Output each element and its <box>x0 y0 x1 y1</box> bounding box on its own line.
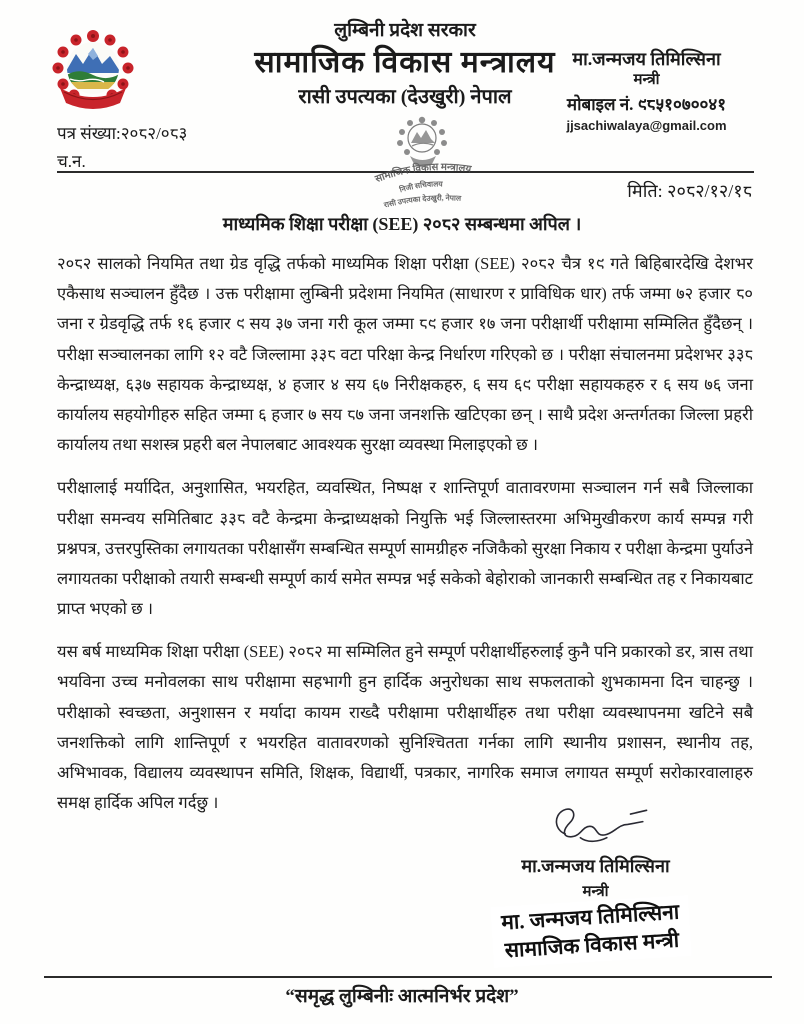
footer-divider <box>44 976 772 978</box>
stamp-line-1: मा. जन्मजय तिमिल्सिना <box>500 899 680 935</box>
nepal-government-emblem-icon <box>48 26 138 116</box>
stamp-line-2: सामाजिक विकास मन्त्री <box>504 928 680 963</box>
body-paragraph-3: यस बर्ष माध्यमिक शिक्षा परीक्षा (SEE) २०८२ मा सम्मिलित हुने सम्पूर्ण परीक्षार्थीहरुलाई कुनै पनि प्रकारको डर, त्रास तथा भयविना उच्च मनोवलका साथ परीक्षामा सहभागी हुन हार्दिक अनुरोधका साथ सफलताको शुभकामना दिन चाहन्छु । परीक्षाको स्वच्छता, अनुशासन र मर्यादा कायम राख्दै परीक्षामा परीक्षार्थीहरु तथा परीक्षा व्यवस्थापनमा खटिने सबै जनशक्तिको लागि शान्तिपूर्ण र भयरहित वातावरणको सुनिश्चितता गर्नका लागि स्थानीय प्रशासन, स्थानीय तह, अभिभावक, विद्यालय व्यवस्थापन समिति, शिक्षक, विद्यार्थी, पत्रकार, नागरिक समाज लगायत सम्पूर्ण सरोकारवालाहरु समक्ष हार्दिक अपिल गर्दछु । <box>57 642 753 813</box>
seal-line1: सामाजिक विकास मन्त्रालय <box>373 161 472 186</box>
ministry-seal-stamp <box>358 112 486 220</box>
body-paragraph-2: परीक्षालाई मर्यादित, अनुशासित, भयरहित, व्यवस्थित, निष्पक्ष र शान्तिपूर्ण वातावरणमा सञ्चालन गर्न सबै जिल्लाका परीक्षा समन्वय समितिबाट ३३८ वटै केन्द्रमा केन्द्राध्यक्षको नियुक्ति भई जिल्लास्तरमा अभिमुखीकरण कार्य सम्पन्न गरी प्रश्नपत्र, उत्तरपुस्तिका लगायतका परीक्षासँग सम्बन्धित सम्पूर्ण सामग्रीहरु नजिकैको सुरक्षा निकाय र परीक्षा केन्द्रमा पुर्याउने लगायतका परीक्षाको तयारी सम्बन्धी सम्पूर्ण कार्य समेत सम्पन्न भई सकेको बेहोराको जानकारी सम्बन्धित तह र निकायबाट प्राप्त भएको छ । <box>57 478 753 619</box>
body-paragraph-1: २०८२ सालको नियमित तथा ग्रेड वृद्धि तर्फको माध्यमिक शिक्षा परीक्षा (SEE) २०८२ चैत्र १९ गते बिहिबारदेखि देशभर एकैसाथ सञ्चालन हुँदैछ । उक्त परीक्षामा लुम्बिनी प्रदेशमा नियमित (साधारण र प्राविधिक धार) तर्फ जम्मा ७२ हजार ८० जना र ग्रेडवृद्धि तर्फ १६ हजार ९ सय ३७ जना गरी कूल जम्मा ८९ हजार १७ जना परीक्षार्थी परीक्षामा सम्मिलित हुँदैछन् । परीक्षा सञ्चालनका लागि १२ वटै जिल्लामा ३३८ वटा परिक्षा केन्द्र निर्धारण गरिएको छ । परीक्षा संचालनमा प्रदेशभर ३३८ केन्द्राध्यक्ष, ६३७ सहायक केन्द्राध्यक्ष, ४ हजार ४ सय ६७ निरीक्षकहरु, ६ सय ६९ परीक्षा सहायकहरु र ६ सय ७६ जना कार्यालय सहयोगीहरु सहित जम्मा ६ हजार ७ सय ८७ जना जनशक्ति खटिएका छन् । साथै प्रदेश अन्तर्गतका जिल्ला प्रहरी कार्यालय तथा सशस्त्र प्रहरी बल नेपालबाट आवश्यक सुरक्षा व्यवस्था मिलाइएको छ । <box>57 254 753 455</box>
svg-text:निजी सचिवालय <box>397 179 443 194</box>
minister-name: मा.जन्मजय तिमिल्सिना <box>572 49 721 69</box>
minister-title: मन्त्री <box>633 72 660 89</box>
letter-number: पत्र संख्या:२०८२/०८३ <box>57 124 188 143</box>
signatory-title: मन्त्री <box>582 884 609 900</box>
subject-line: माध्यमिक शिक्षा परीक्षा (SEE) २०८२ सम्बन्धमा अपिल । <box>222 214 582 234</box>
ministry-location: रासी उपत्यका (देउखुरी) नेपाल <box>298 86 512 109</box>
letter-date: मिति: २०८२/१२/१८ <box>627 181 752 201</box>
svg-text:रासी उपत्यका देउखुरी, नेपाल <box>382 193 462 209</box>
government-name: लुम्बिनी प्रदेश सरकार <box>334 20 476 41</box>
ministry-name: सामाजिक विकास मन्त्रालय <box>254 45 556 79</box>
minister-mobile: मोबाइल नं. ९८५१०७००४१ <box>566 94 727 114</box>
letter-body <box>57 249 753 831</box>
dispatch-number: च.न. <box>57 152 86 171</box>
seal-line2: निजी सचिवालय <box>398 179 443 195</box>
footer-slogan: “समृद्ध लुम्बिनीः आत्मनिर्भर प्रदेश” <box>285 986 519 1007</box>
minister-email: jjsachiwalaya@gmail.com <box>566 117 727 133</box>
signatory-name: मा.जन्मजय तिमिल्सिना <box>521 856 670 876</box>
minister-name-stamp <box>490 895 692 968</box>
seal-line3: रासी उपत्यका देउखुरी, नेपाल <box>383 193 462 210</box>
signature-block <box>468 798 723 901</box>
handwritten-signature <box>538 798 653 850</box>
minister-contact-block <box>529 48 764 135</box>
